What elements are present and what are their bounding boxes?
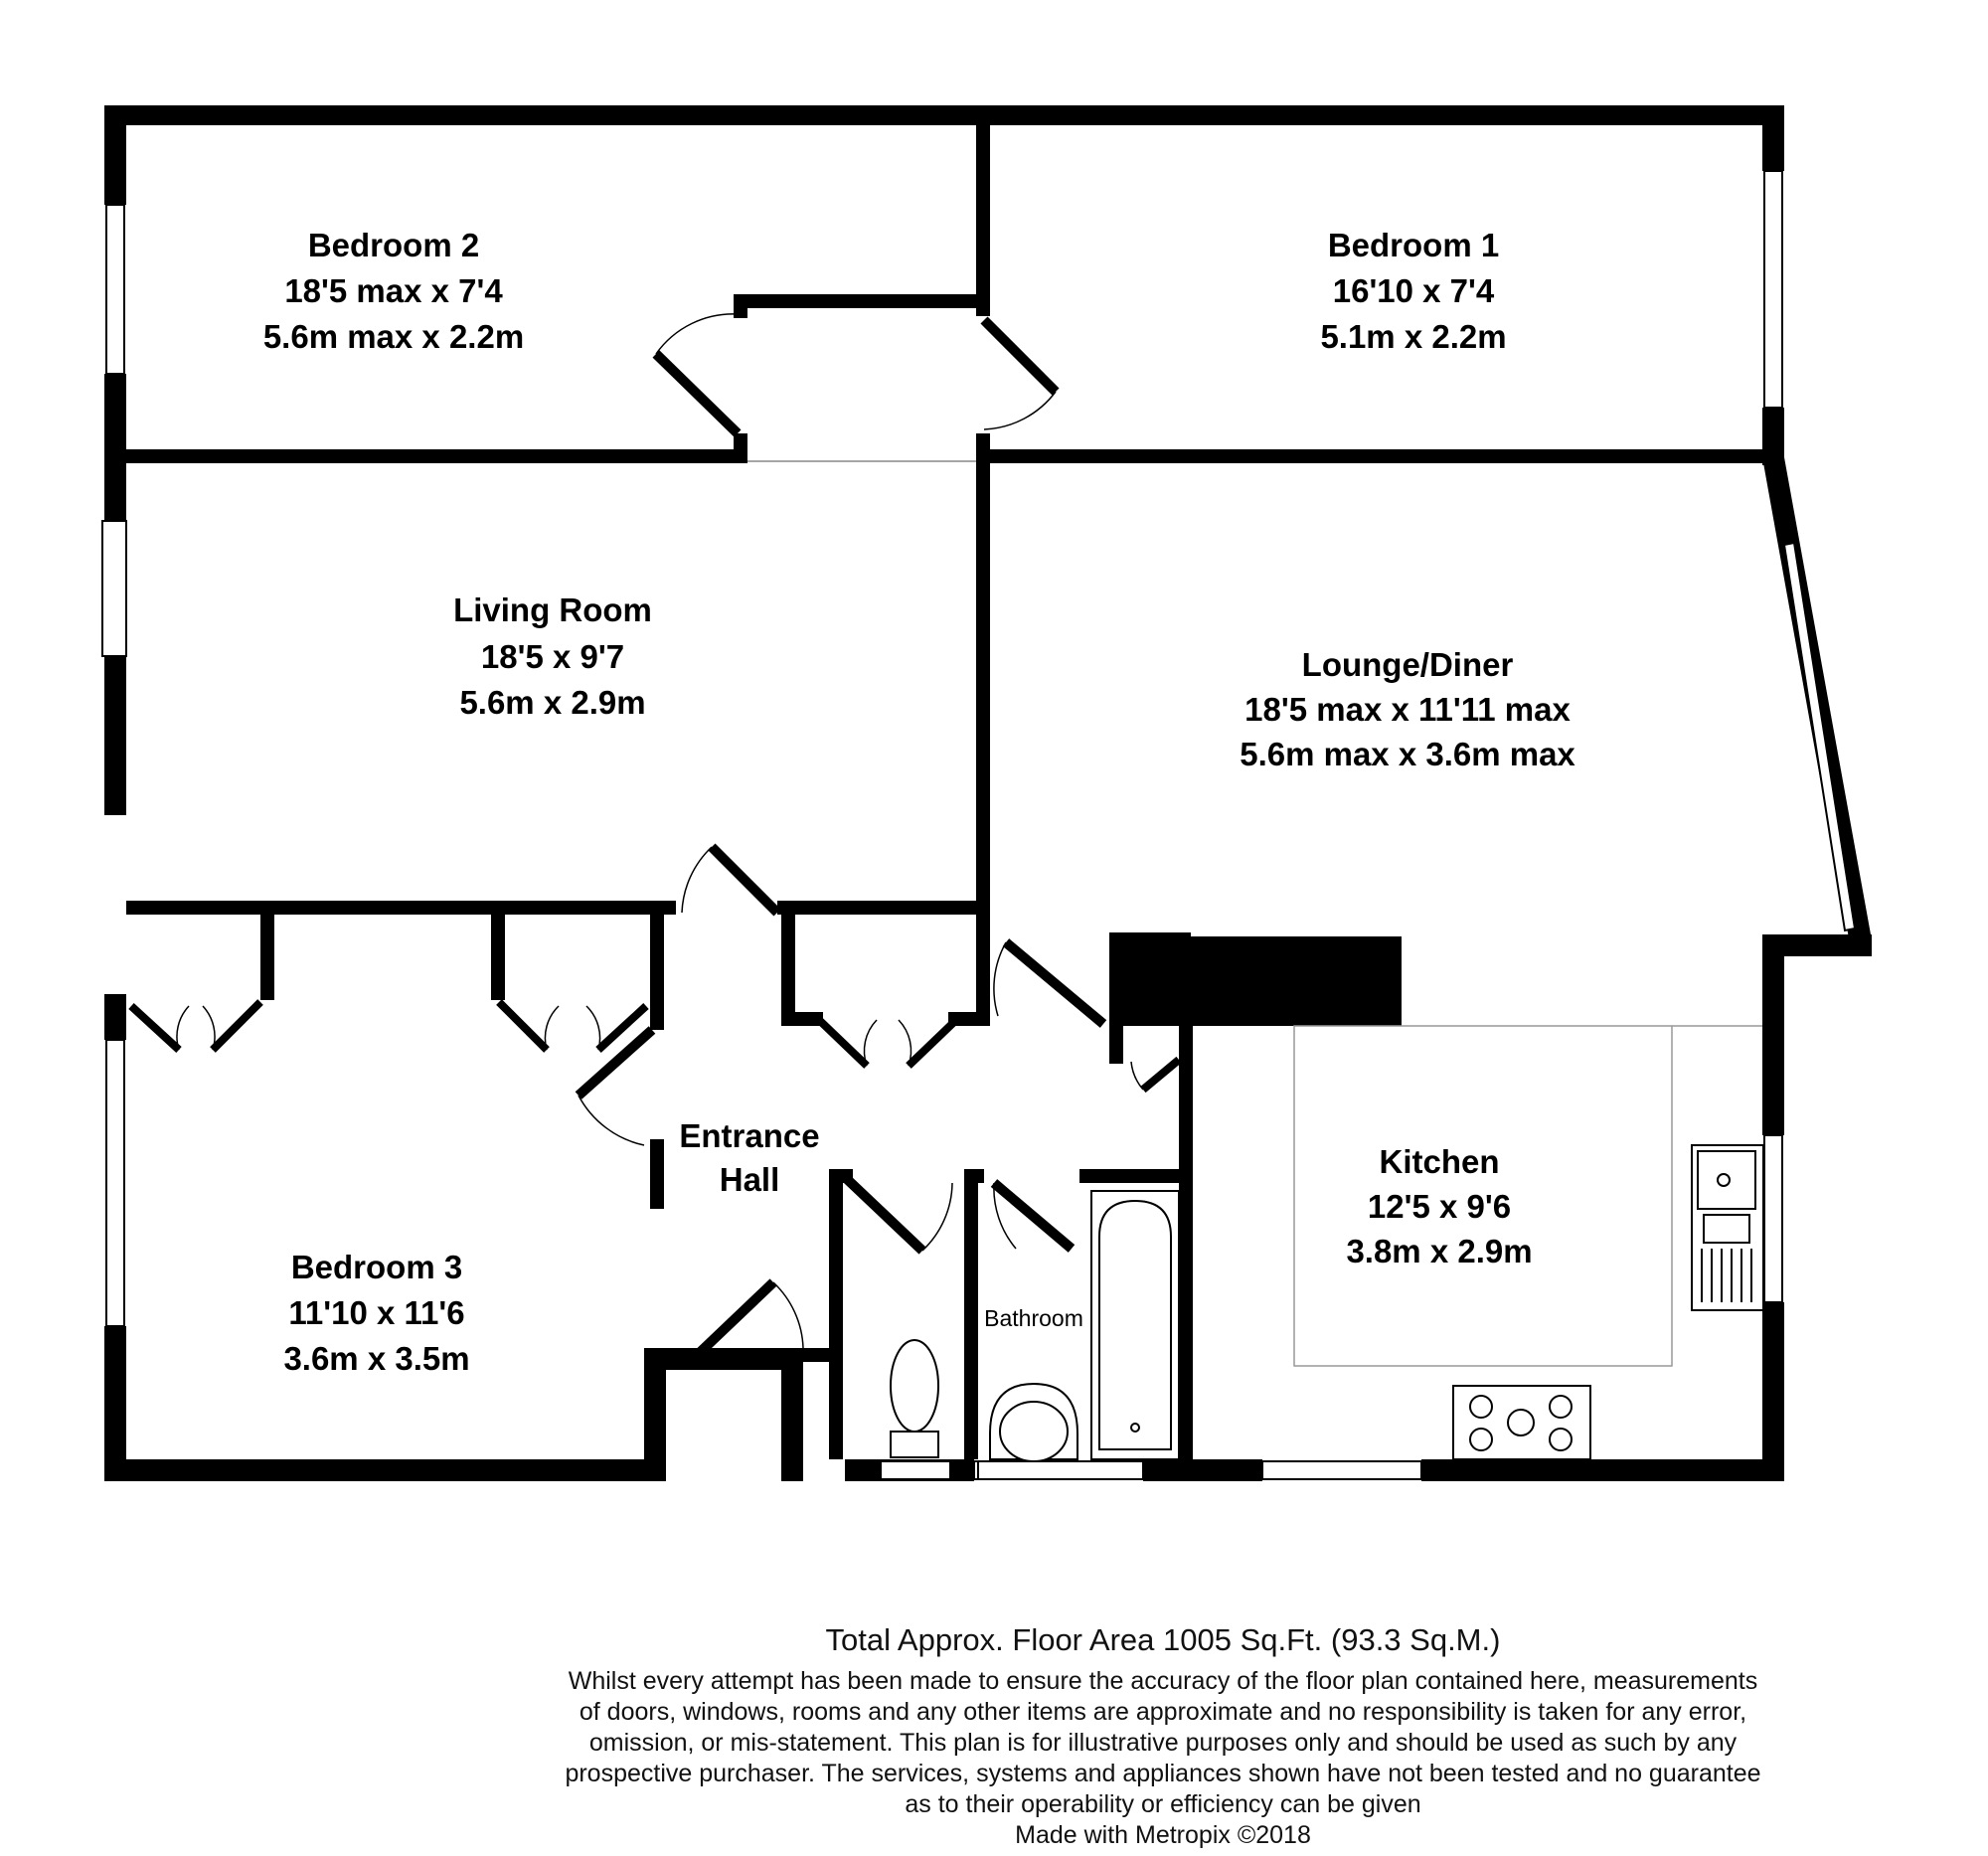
bedroom3-metric: 3.6m x 3.5m: [283, 1340, 470, 1377]
bath: [1091, 1191, 1179, 1459]
bedroom3-name: Bedroom 3: [290, 1249, 463, 1285]
sink: [1692, 1145, 1763, 1310]
bedroom1-metric: 5.1m x 2.2m: [1320, 318, 1507, 355]
bedroom2-imperial: 18'5 max x 7'4: [284, 272, 503, 309]
entrance-hall-line1: Entrance: [679, 1117, 820, 1154]
disclaimer-line: Whilst every attempt has been made to ensure the accuracy of the floor plan contained here, measurements: [568, 1667, 1758, 1695]
lounge-diner-metric: 5.6m max x 3.6m max: [1240, 736, 1575, 772]
lounge-diner-imperial: 18'5 max x 11'11 max: [1244, 691, 1571, 728]
disclaimer: [358, 1666, 1968, 1851]
disclaimer-line: of doors, windows, rooms and any other items are approximate and no responsibility is taken for any error,: [579, 1698, 1747, 1726]
room-labels: [263, 227, 1576, 1377]
kitchen-imperial: 12'5 x 9'6: [1367, 1188, 1512, 1225]
living-room-imperial: 18'5 x 9'7: [480, 638, 625, 675]
total-floor-area: Total Approx. Floor Area 1005 Sq.Ft. (93.3 Sq.M.): [825, 1622, 1501, 1657]
bedroom3-imperial: 11'10 x 11'6: [288, 1294, 465, 1331]
bedroom2-name: Bedroom 2: [307, 227, 480, 263]
bedroom2-metric: 5.6m max x 2.2m: [262, 318, 525, 355]
entrance-hall-line2: Hall: [719, 1161, 780, 1198]
living-room-name: Living Room: [453, 591, 652, 628]
kitchen-metric: 3.8m x 2.9m: [1346, 1233, 1533, 1269]
disclaimer-line: as to their operability or efficiency can be given: [905, 1790, 1421, 1818]
lounge-diner-name: Lounge/Diner: [1301, 646, 1514, 683]
bathroom-name: Bathroom: [984, 1305, 1083, 1331]
credit: Made with Metropix ©2018: [1015, 1821, 1311, 1849]
bedroom1-name: Bedroom 1: [1327, 227, 1500, 263]
basin: [990, 1384, 1077, 1461]
living-room-metric: 5.6m x 2.9m: [459, 684, 646, 721]
bathroom-sill: [881, 1461, 1143, 1479]
disclaimer-line: omission, or mis-statement. This plan is for illustrative purposes only and should be used as such by any: [588, 1729, 1738, 1757]
bedroom1-imperial: 16'10 x 7'4: [1332, 272, 1495, 309]
kitchen-name: Kitchen: [1379, 1143, 1500, 1180]
toilet: [891, 1340, 938, 1457]
hob: [1453, 1386, 1590, 1459]
disclaimer-line: prospective purchaser. The services, systems and appliances shown have not been tested and no guarantee: [565, 1760, 1761, 1787]
